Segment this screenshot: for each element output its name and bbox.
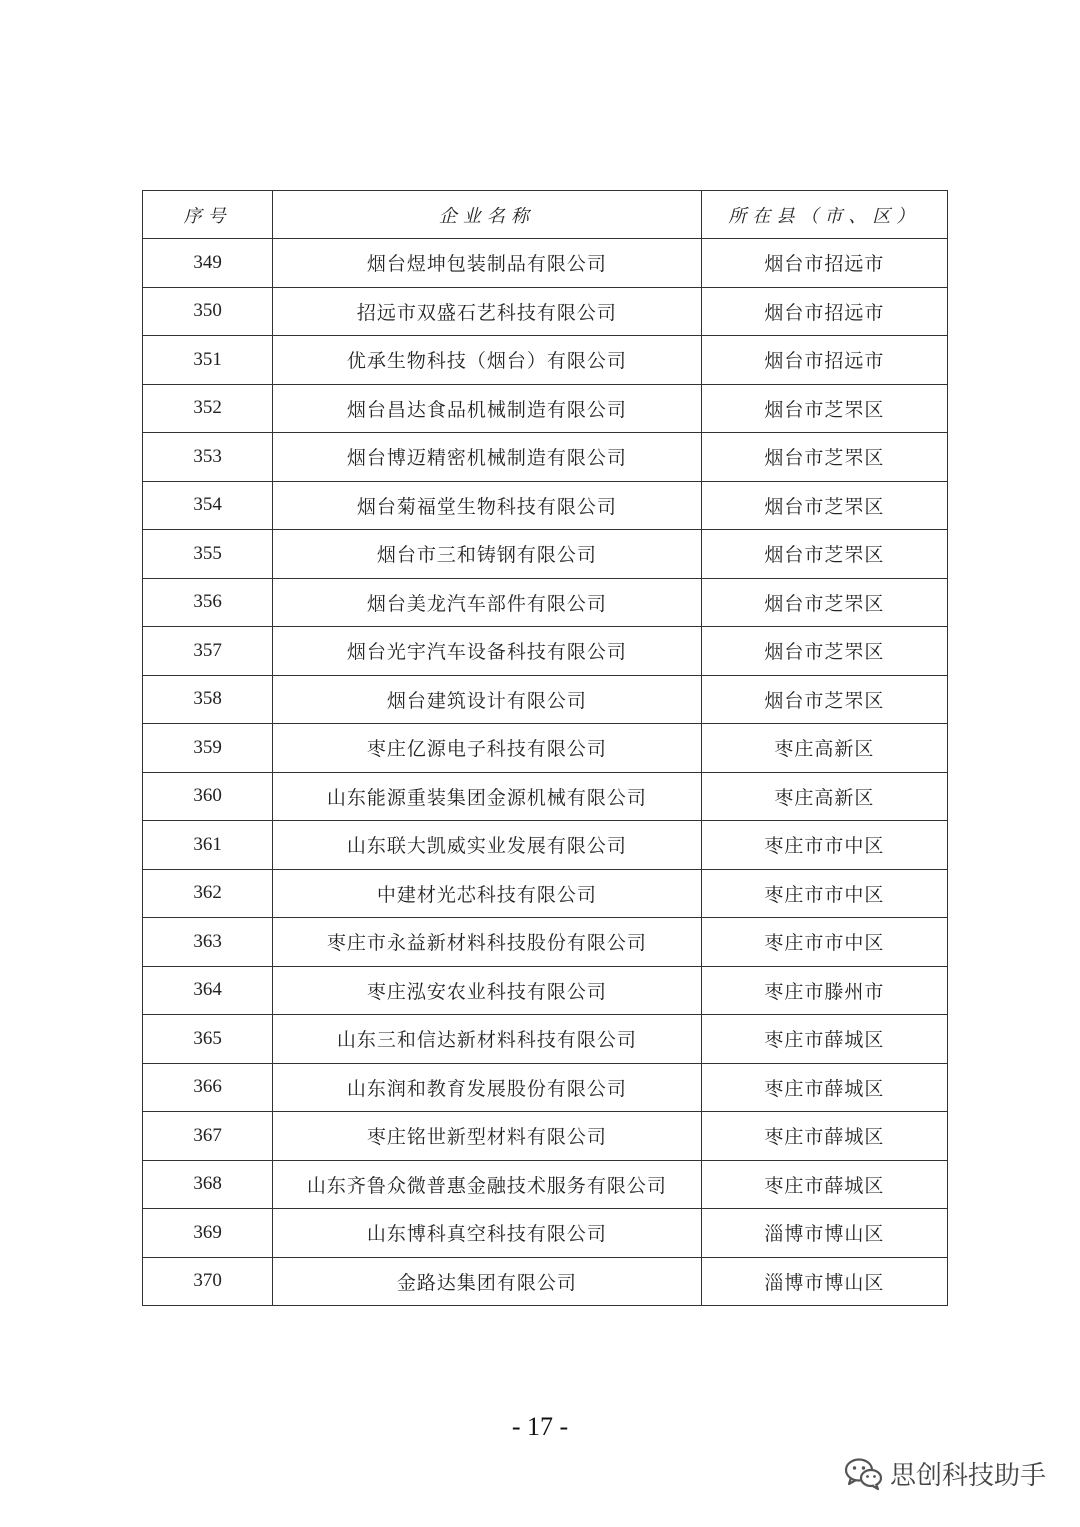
row-seq: 349 [143,239,273,288]
row-location: 淄博市博山区 [701,1209,947,1258]
table-row [143,869,948,918]
row-company-name: 烟台美龙汽车部件有限公司 [273,578,702,627]
row-company-name: 烟台博迈精密机械制造有限公司 [273,433,702,482]
header-company-name: 企业名称 [273,191,702,239]
row-location: 烟台市招远市 [701,336,947,385]
table-row [143,918,948,967]
header-seq: 序号 [143,191,273,239]
row-company-name: 山东三和信达新材料科技有限公司 [273,1015,702,1064]
row-seq: 369 [143,1209,273,1258]
table-row [143,287,948,336]
row-seq: 354 [143,481,273,530]
row-seq: 362 [143,869,273,918]
row-seq: 366 [143,1063,273,1112]
row-seq: 355 [143,530,273,579]
row-location: 枣庄市市中区 [701,869,947,918]
row-company-name: 烟台市三和铸钢有限公司 [273,530,702,579]
row-location: 烟台市芝罘区 [701,384,947,433]
row-company-name: 枣庄铭世新型材料有限公司 [273,1112,702,1161]
row-location: 枣庄市市中区 [701,821,947,870]
table-row [143,481,948,530]
row-seq: 352 [143,384,273,433]
row-company-name: 金路达集团有限公司 [273,1257,702,1306]
table-body [143,239,948,1306]
row-location: 烟台市芝罘区 [701,530,947,579]
row-location: 枣庄市薛城区 [701,1160,947,1209]
row-company-name: 山东润和教育发展股份有限公司 [273,1063,702,1112]
row-seq: 361 [143,821,273,870]
row-company-name: 山东齐鲁众微普惠金融技术服务有限公司 [273,1160,702,1209]
table-header-row [143,191,948,239]
table-row [143,724,948,773]
company-table [142,190,948,1306]
table-row [143,578,948,627]
row-location: 烟台市芝罘区 [701,627,947,676]
row-seq: 360 [143,772,273,821]
row-seq: 359 [143,724,273,773]
row-location: 枣庄市滕州市 [701,966,947,1015]
row-seq: 356 [143,578,273,627]
table-row [143,966,948,1015]
row-company-name: 枣庄泓安农业科技有限公司 [273,966,702,1015]
table-row [143,433,948,482]
row-company-name: 烟台菊福堂生物科技有限公司 [273,481,702,530]
table-row [143,1257,948,1306]
row-location: 淄博市博山区 [701,1257,947,1306]
table-row [143,239,948,288]
row-location: 枣庄市薛城区 [701,1063,947,1112]
row-seq: 353 [143,433,273,482]
row-location: 烟台市芝罘区 [701,433,947,482]
row-company-name: 烟台煜坤包装制品有限公司 [273,239,702,288]
row-company-name: 山东博科真空科技有限公司 [273,1209,702,1258]
row-company-name: 枣庄亿源电子科技有限公司 [273,724,702,773]
row-seq: 351 [143,336,273,385]
table-row [143,772,948,821]
wechat-icon [844,1457,884,1491]
row-company-name: 烟台光宇汽车设备科技有限公司 [273,627,702,676]
row-location: 烟台市芝罘区 [701,578,947,627]
table-row [143,627,948,676]
table-row [143,1160,948,1209]
row-location: 枣庄市薛城区 [701,1015,947,1064]
row-location: 烟台市招远市 [701,287,947,336]
row-company-name: 山东能源重装集团金源机械有限公司 [273,772,702,821]
row-seq: 367 [143,1112,273,1161]
table-row [143,336,948,385]
page-number: - 17 - [511,1412,569,1441]
row-location: 烟台市芝罘区 [701,675,947,724]
row-company-name: 山东联大凯威实业发展有限公司 [273,821,702,870]
row-seq: 358 [143,675,273,724]
row-company-name: 优承生物科技（烟台）有限公司 [273,336,702,385]
table-row [143,1015,948,1064]
row-location: 枣庄市薛城区 [701,1112,947,1161]
row-company-name: 招远市双盛石艺科技有限公司 [273,287,702,336]
watermark-text: 思创科技助手 [889,1461,1046,1491]
row-seq: 363 [143,918,273,967]
row-company-name: 中建材光芯科技有限公司 [273,869,702,918]
table-row [143,1063,948,1112]
row-location: 烟台市招远市 [701,239,947,288]
row-location: 烟台市芝罘区 [701,481,947,530]
row-seq: 365 [143,1015,273,1064]
row-seq: 350 [143,287,273,336]
row-location: 枣庄高新区 [701,724,947,773]
table-row [143,1112,948,1161]
watermark [844,1455,1046,1492]
row-company-name: 烟台建筑设计有限公司 [273,675,702,724]
table-row [143,675,948,724]
row-location: 枣庄市市中区 [701,918,947,967]
row-location: 枣庄高新区 [701,772,947,821]
header-location: 所在县（市、区） [701,191,947,239]
row-company-name: 烟台昌达食品机械制造有限公司 [273,384,702,433]
table-row [143,530,948,579]
row-seq: 357 [143,627,273,676]
row-seq: 364 [143,966,273,1015]
table-row [143,384,948,433]
table-row [143,1209,948,1258]
row-company-name: 枣庄市永益新材料科技股份有限公司 [273,918,702,967]
row-seq: 370 [143,1257,273,1306]
table-row [143,821,948,870]
row-seq: 368 [143,1160,273,1209]
